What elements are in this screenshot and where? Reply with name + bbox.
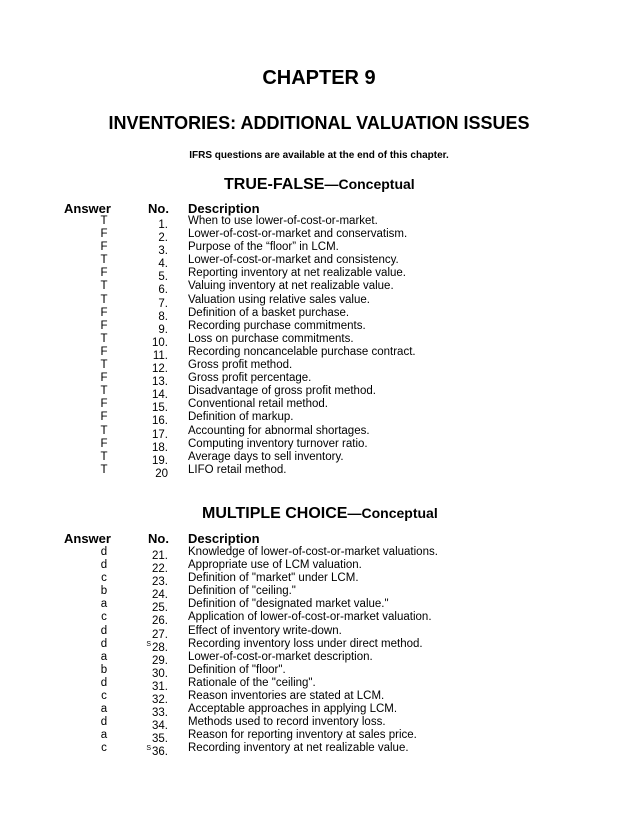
question-row [0,729,638,746]
question-description: Knowledge of lower-of-cost-or-market valuations. [188,546,438,558]
question-row [0,637,638,654]
question-description: Definition of "ceiling." [188,585,296,598]
question-description: Lower-of-cost-or-market and conservatism. [188,228,408,241]
question-number-text: 15. [152,402,168,415]
question-number-text: 13. [152,376,168,389]
question-number-text: 22. [152,563,168,576]
answer-key: F [100,372,108,385]
question-number-text: 32. [152,694,168,707]
question-number-text: 26. [152,615,168,628]
question-description: Definition of a basket purchase. [188,306,350,319]
question-description: Acceptable approaches in applying LCM. [188,703,398,716]
question-description: Recording purchase commitments. [188,319,366,332]
answer-key: b [100,663,108,676]
mc-col-no: No. [148,531,169,546]
question-description: Definition of "floor". [188,663,286,676]
question-number-text: 1. [158,219,168,231]
question-marker: S [146,640,151,648]
question-number-text: 6. [158,284,168,297]
question-number-text: 28. [152,641,168,654]
question-number-text: 3. [158,245,168,258]
answer-key: F [100,306,108,319]
answer-key: T [100,359,108,372]
question-row [0,463,638,480]
question-description: Accounting for abnormal shortages. [188,424,370,437]
answer-key: T [100,450,108,463]
true-false-heading-main: TRUE-FALSE [224,176,325,193]
answer-key: d [100,676,108,689]
question-number-text: 8. [158,310,168,323]
question-number-text: 18. [152,441,168,454]
answer-key: c [101,742,107,755]
question-row [0,398,638,415]
question-row [0,585,638,602]
question-row [0,598,638,615]
question-row [0,559,638,576]
tf-col-description: Description [188,201,260,216]
question-row [0,228,638,245]
true-false-heading [224,176,415,194]
tf-col-answer: Answer [64,201,111,216]
multiple-choice-heading [202,505,438,523]
answer-key: a [100,650,108,663]
question-description: Valuing inventory at net realizable value. [188,280,394,293]
question-description: Gross profit percentage. [188,372,312,385]
multiple-choice-list [0,546,638,759]
question-description: Definition of markup. [188,411,294,424]
question-description: Lower-of-cost-or-market description. [188,650,373,663]
answer-key: F [100,411,108,424]
question-description: Average days to sell inventory. [188,450,344,463]
question-description: Methods used to record inventory loss. [188,716,386,729]
question-description: Rationale of the "ceiling". [188,676,316,689]
answer-key: T [100,463,108,476]
question-marker: S [146,745,151,753]
answer-key: F [100,345,108,358]
question-number-text: 16. [152,415,168,428]
question-number-text: 12. [152,363,168,376]
question-number-text: 14. [152,389,168,402]
question-number-text: 19. [152,454,168,467]
answer-key: d [100,546,108,558]
answer-key: c [101,690,107,703]
answer-key: c [101,611,107,624]
answer-key: T [100,215,108,227]
question-row [0,611,638,628]
question-row [0,676,638,693]
question-row [0,241,638,258]
question-number-text: 36. [152,746,168,759]
question-number-text: 24. [152,589,168,602]
question-row [0,650,638,667]
answer-key: T [100,280,108,293]
answer-key: d [100,559,108,572]
question-row [0,546,638,562]
question-description: Recording noncancelable purchase contract. [188,345,416,358]
mc-col-answer: Answer [64,531,111,546]
question-description: Valuation using relative sales value. [188,293,370,306]
tf-col-no: No. [148,201,169,216]
multiple-choice-heading-main: MULTIPLE CHOICE [202,505,348,522]
question-row [0,345,638,362]
question-row [0,742,638,759]
question-row [0,624,638,641]
question-row [0,267,638,284]
question-row [0,690,638,707]
answer-key: c [101,572,107,585]
question-number-text: 29. [152,654,168,667]
question-number-text: 9. [158,323,168,336]
question-number-text: 10. [152,336,168,349]
question-number-text: 31. [152,680,168,693]
chapter-title: INVENTORIES: ADDITIONAL VALUATION ISSUES [108,113,530,133]
chapter-number: CHAPTER 9 [262,67,376,89]
answer-key: T [100,293,108,306]
question-number-text: 30. [152,667,168,680]
answer-key: F [100,398,108,411]
question-row [0,450,638,467]
question-description: Application of lower-of-cost-or-market valuation. [188,611,432,624]
question-row [0,254,638,271]
question-number-text: 21. [152,550,168,562]
question-description: Reason for reporting inventory at sales price. [188,729,417,742]
question-row [0,372,638,389]
question-number-text: 20 [155,467,168,480]
answer-key: d [100,716,108,729]
question-number [130,464,168,481]
question-number-text: 2. [158,232,168,245]
question-row [0,663,638,680]
question-description: Reason inventories are stated at LCM. [188,690,385,703]
question-row [0,280,638,297]
question-description: Effect of inventory write-down. [188,624,342,637]
question-row [0,306,638,323]
question-description: Conventional retail method. [188,398,328,411]
question-row [0,424,638,441]
question-description: Definition of "market" under LCM. [188,572,359,585]
mc-col-description: Description [188,531,260,546]
answer-key: F [100,241,108,254]
question-row [0,411,638,428]
question-description: Gross profit method. [188,359,293,372]
true-false-heading-suffix: —Conceptual [324,176,415,192]
question-description: Computing inventory turnover ratio. [188,437,368,450]
question-description: Appropriate use of LCM valuation. [188,559,362,572]
question-number-text: 35. [152,733,168,746]
answer-key: a [100,729,108,742]
question-row [0,215,638,231]
question-row [0,319,638,336]
question-number-text: 4. [158,258,168,271]
question-row [0,293,638,310]
answer-key: F [100,228,108,241]
question-description: Loss on purchase commitments. [188,332,354,345]
question-description: Recording inventory at net realizable value. [188,742,409,755]
question-number-text: 27. [152,628,168,641]
question-row [0,332,638,349]
question-description: Definition of "designated market value." [188,598,389,611]
true-false-list [0,215,638,480]
question-row [0,703,638,720]
question-number-text: 23. [152,576,168,589]
answer-key: a [100,703,108,716]
answer-key: T [100,332,108,345]
question-row [0,385,638,402]
question-description: Disadvantage of gross profit method. [188,385,376,398]
question-description: LIFO retail method. [188,463,287,476]
answer-key: b [100,585,108,598]
question-description: Purpose of the “floor” in LCM. [188,241,339,254]
answer-key: F [100,267,108,280]
answer-key: T [100,424,108,437]
answer-key: F [100,437,108,450]
ifrs-note: IFRS questions are available at the end of this chapter. [189,150,449,161]
question-number-text: 33. [152,707,168,720]
answer-key: T [100,254,108,267]
answer-key: d [100,637,108,650]
question-row [0,359,638,376]
answer-key: F [100,319,108,332]
question-row [0,437,638,454]
question-number [130,742,168,759]
question-description: When to use lower-of-cost-or-market. [188,215,378,227]
question-description: Reporting inventory at net realizable value. [188,267,406,280]
question-number-text: 34. [152,720,168,733]
answer-key: d [100,624,108,637]
question-row [0,572,638,589]
question-number-text: 5. [158,271,168,284]
answer-key: a [100,598,108,611]
question-row [0,716,638,733]
answer-key: T [100,385,108,398]
question-description: Lower-of-cost-or-market and consistency. [188,254,399,267]
question-number-text: 11. [152,349,168,362]
multiple-choice-heading-suffix: —Conceptual [347,505,438,521]
question-number-text: 7. [158,297,168,310]
question-number-text: 17. [152,428,168,441]
question-number-text: 25. [152,602,168,615]
question-description: Recording inventory loss under direct method. [188,637,423,650]
